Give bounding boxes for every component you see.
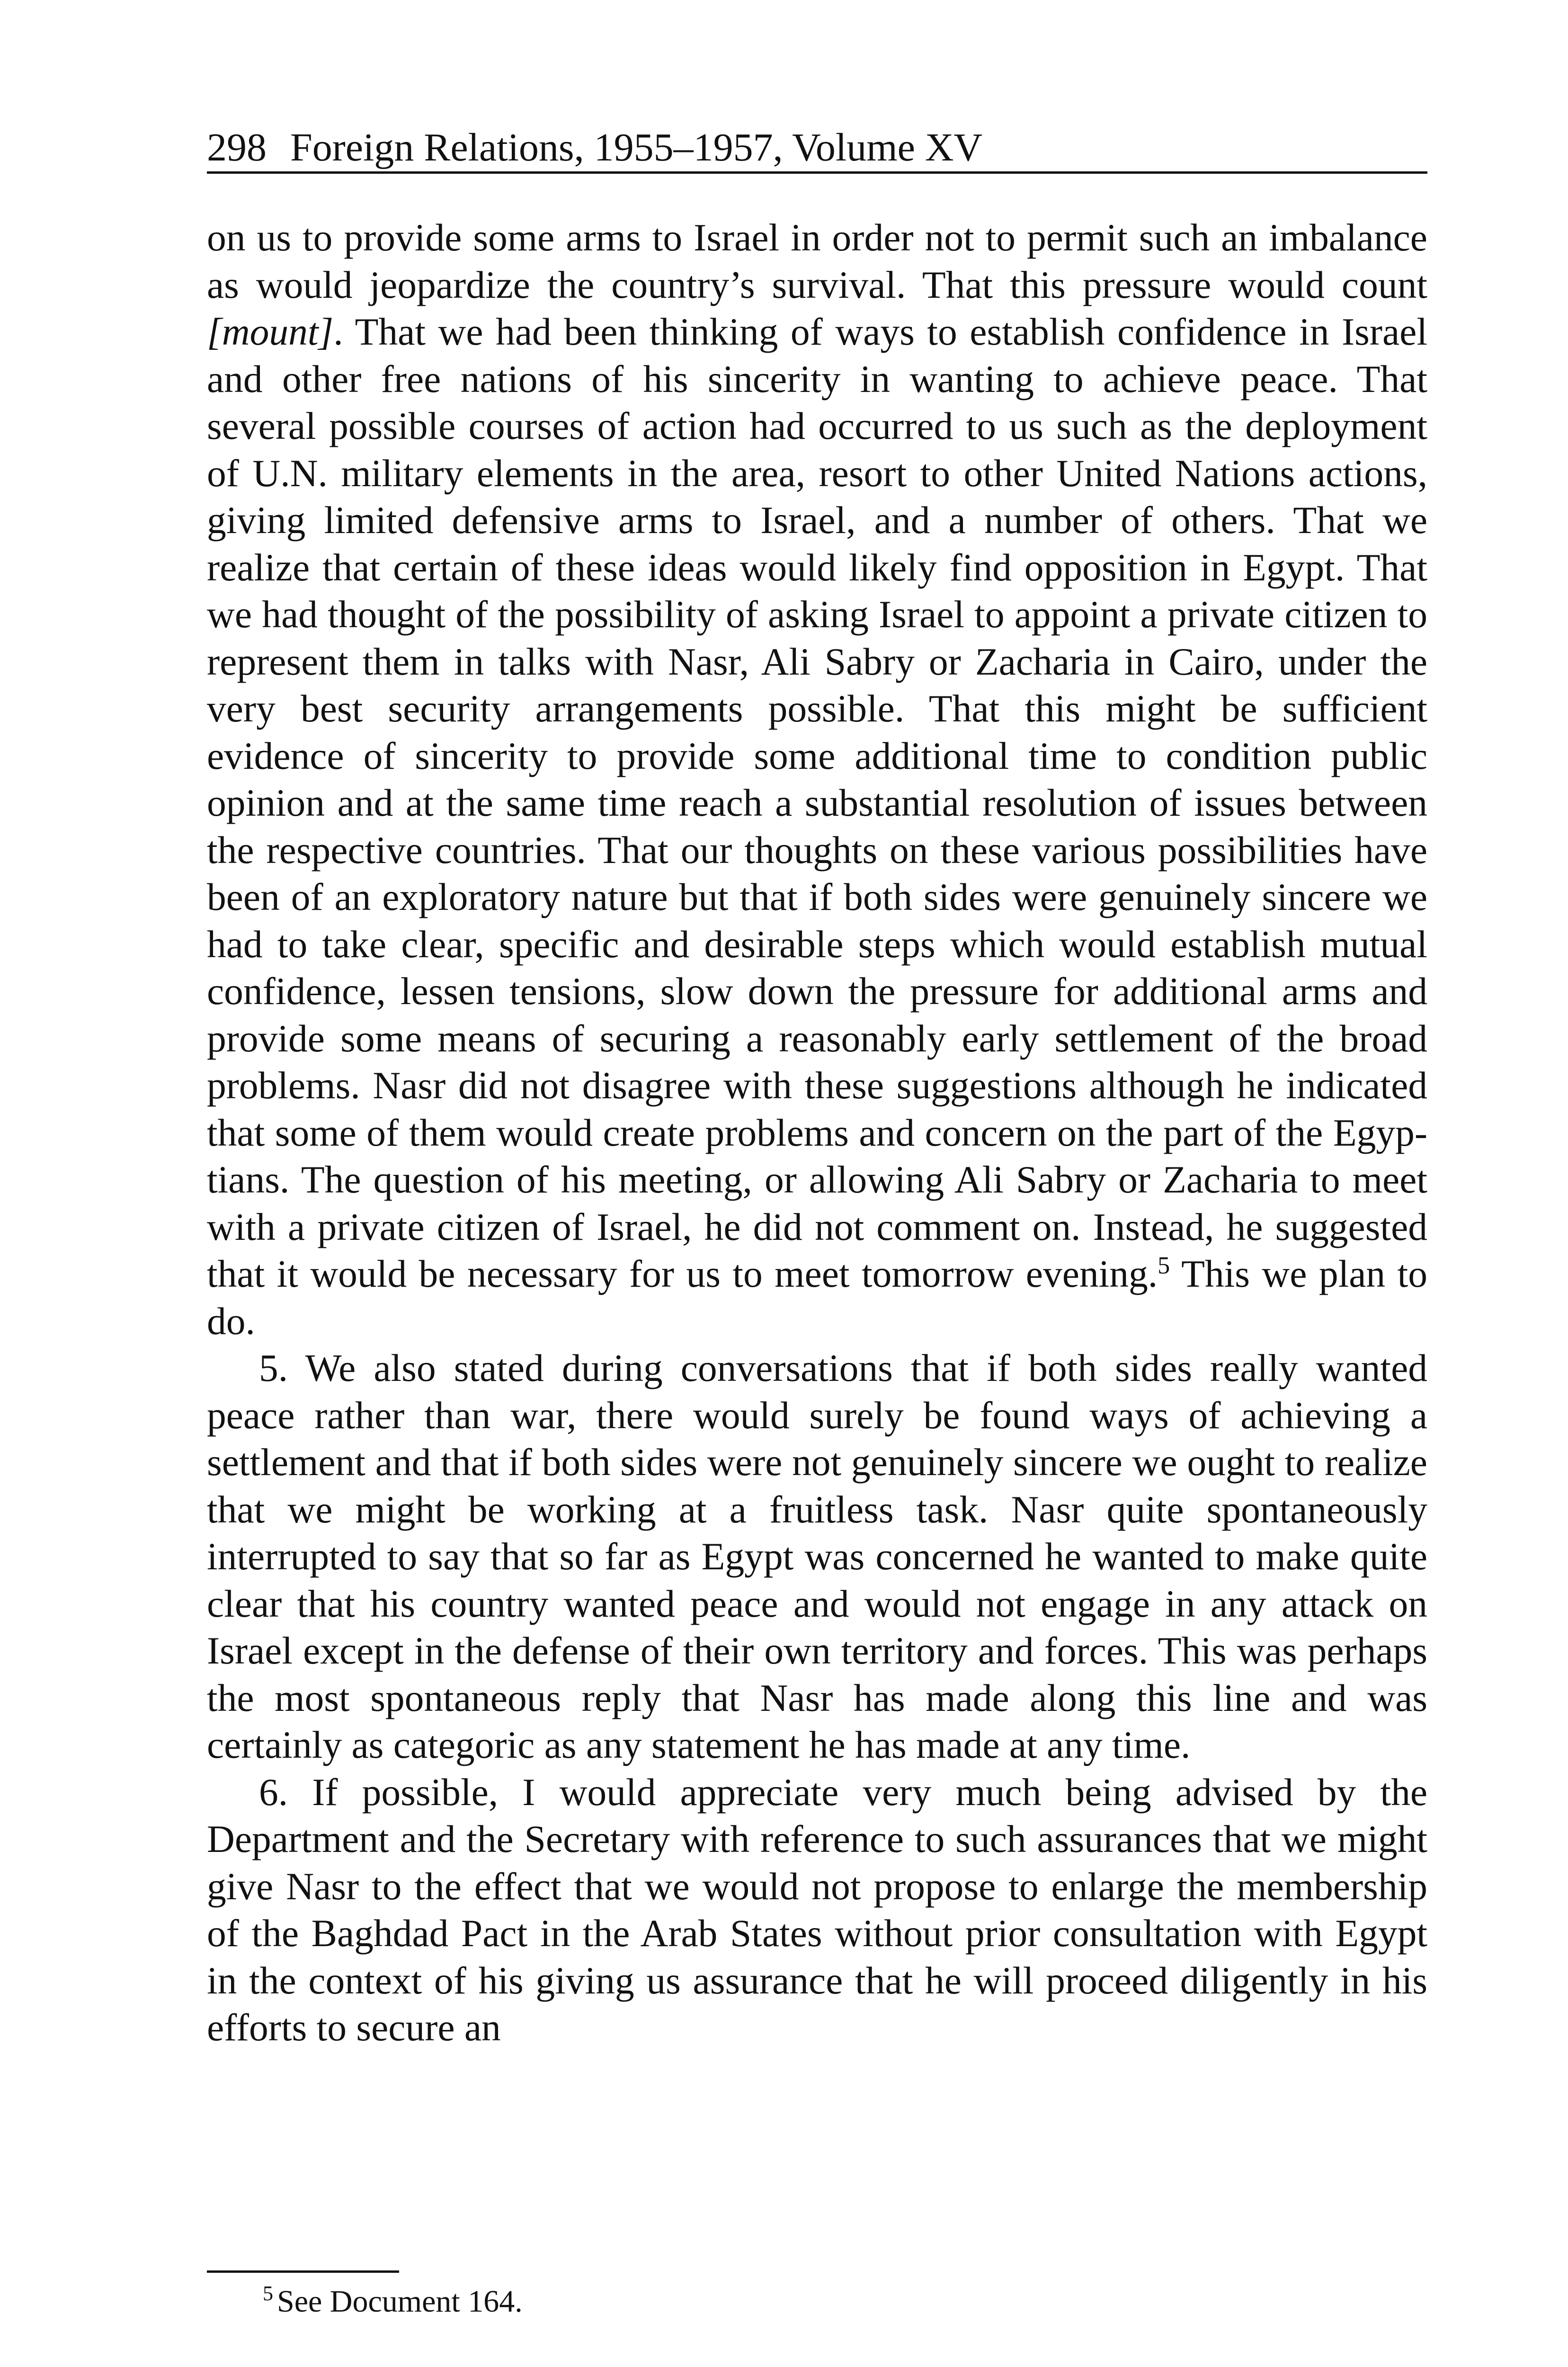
footnote-marker: 5 bbox=[263, 2282, 273, 2305]
editorial-insertion: [mount] bbox=[207, 310, 334, 353]
body-text bbox=[207, 214, 1427, 2051]
paragraph-text: . That we had been thinking of ways to establish confidence in Israel and other free nations of his sincerity in wanting to achieve peace. That several possible courses of action had occurred to us such as the deployment of U.N. military elements in the area, resort to other United Nations actions, giving limited defensive arms to Israel, and a number of others. That we realize that certain of these ideas would likely find opposition in Egypt. That we had thought of the possibility of asking Israel to appoint a private citizen to represent them in talks with Nasr, Ali Sabry or Zacharia in Cairo, under the very best security arrangements possible. That this might be sufficient evidence of sincerity to provide some additional time to condition public opinion and at the same time reach a substantial resolution of issues between the respective countries. That our thoughts on these various possibilities have been of an exploratory nature but that if both sides were genuinely sincere we had to take clear, specific and desirable steps which would establish mutual confidence, lessen tensions, slow down the pressure for additional arms and provide some means of securing a reasonably early settlement of the broad problems. Nasr did not disagree with these suggestions although he indicated that some of them would create problems and concern on the part of the Egyptians. The question of his meeting, or allowing Ali Sabry or Zacharia to meet with a private citizen of Israel, he did not comment on. Instead, he suggested that it would be necessary for us to meet tomorrow evening. bbox=[207, 310, 1427, 1295]
page-number: 298 bbox=[207, 125, 267, 169]
paragraph-text: This we plan to do. bbox=[207, 1252, 1427, 1343]
footnote-rule bbox=[207, 2270, 399, 2273]
paragraph-6: 6. If possible, I would appreciate very much being advised by the Department and the Secretary with reference to such assurances that we might give Nasr to the effect that we would not propose to enlarge the membership of the Baghdad Pact in the Arab States without prior consultation with Egypt in the context of his giving us assurance that he will proceed diligently in his efforts to secure an bbox=[207, 1770, 1427, 2049]
running-title: Foreign Relations, 1955–1957, Volume XV bbox=[290, 125, 983, 169]
footnote-text: See Document 164. bbox=[277, 2284, 523, 2319]
paragraph-text: on us to provide some arms to Israel in order not to permit such an imbalance as would jeopardize the country’s survival. That this pressure would count bbox=[207, 216, 1427, 306]
paragraph-5: 5. We also stated during conversations that if both sides really wanted peace rather than war, there would surely be found ways of achieving a settlement and that if both sides were not genuinely sincere we ought to realize that we might be working at a fruitless task. Nasr quite spontaneously interrupted to say that so far as Egypt was concerned he wanted to make quite clear that his country wanted peace and would not engage in any attack on Israel except in the defense of their own territory and forces. This was perhaps the most spontaneous reply that Nasr has made along this line and was certainly as categoric as any statement he has made at any time. bbox=[207, 1346, 1427, 1766]
footnote bbox=[263, 2283, 523, 2321]
paragraph-continued bbox=[207, 214, 1427, 1344]
footnote-reference: 5 bbox=[1158, 1252, 1170, 1279]
running-header bbox=[207, 124, 1427, 174]
